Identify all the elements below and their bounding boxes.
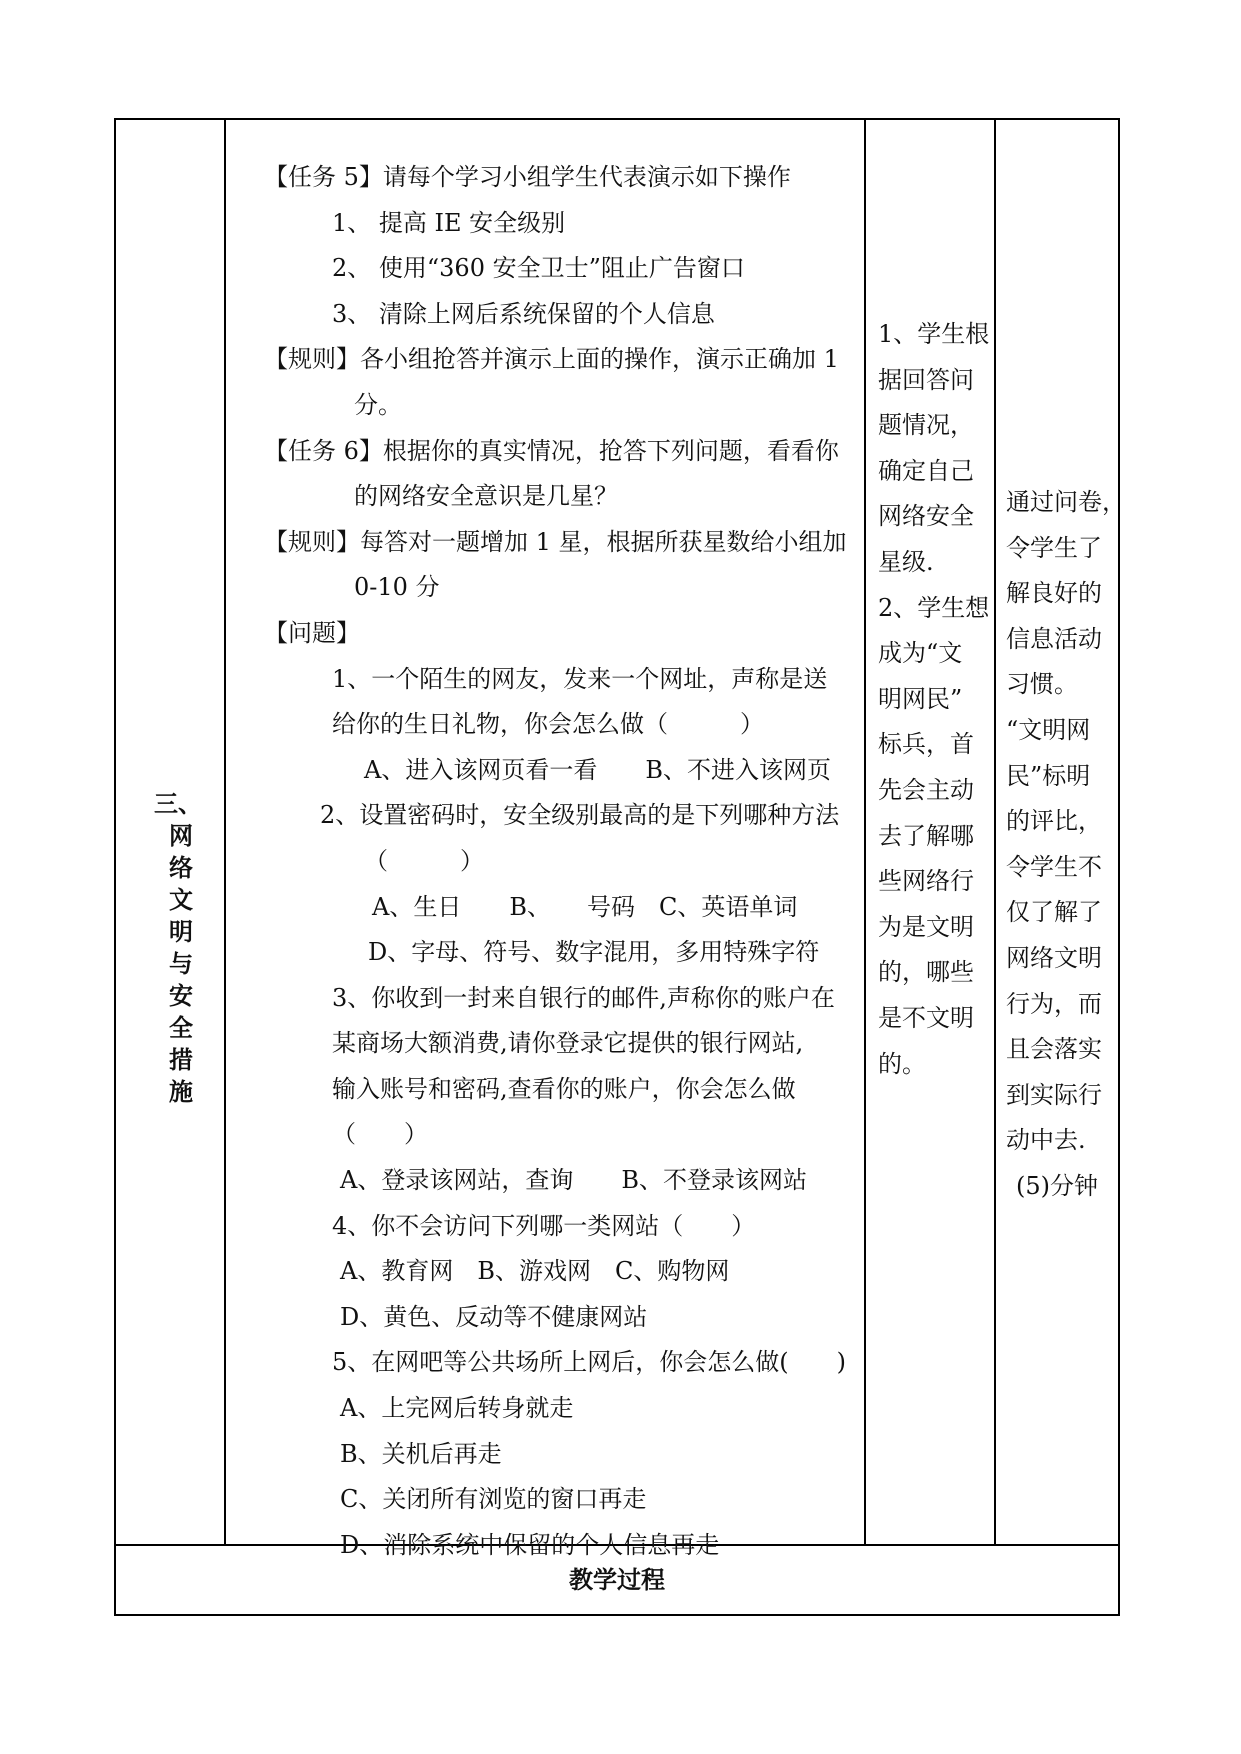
question-options: A、登录该网站，查询 B、不登录该网站: [340, 1166, 807, 1195]
intent-line: 网络文明: [1006, 943, 1102, 972]
activity-line: 确定自己: [878, 456, 974, 485]
intent-line: 的评比，: [1006, 807, 1102, 836]
question-text: （ ）: [332, 1120, 428, 1149]
intent-line: 到实际行: [1006, 1080, 1102, 1109]
question-options: D、黄色、反动等不健康网站: [340, 1302, 648, 1331]
task-5-heading: 【任务 5】请每个学习小组学生代表演示如下操作: [264, 163, 791, 191]
activity-line: 成为“文: [878, 639, 963, 668]
activity-line: 去了解哪: [878, 821, 974, 850]
activity-line: 先会主动: [878, 775, 974, 804]
activity-line: 星级.: [878, 547, 934, 576]
question-text: 输入账号和密码,查看你的账户，你会怎么做: [332, 1074, 796, 1103]
intent-line: 习惯。: [1006, 670, 1078, 699]
question-options: A、教育网 B、游戏网 C、购物网: [340, 1257, 730, 1286]
activity-line: 标兵，首: [878, 730, 974, 759]
question-options: C、关闭所有浏览的窗口再走: [340, 1485, 647, 1514]
activity-line: 的，哪些: [878, 958, 974, 987]
question-options: A、进入该网页看一看 B、不进入该网页: [364, 755, 831, 784]
intent-line: 令学生不: [1006, 852, 1102, 881]
intent-line: 令学生了: [1006, 533, 1102, 562]
questions-heading: 【问题】: [264, 618, 360, 647]
section-title-char: 施: [169, 1077, 193, 1106]
activity-line: 明网民”: [878, 684, 963, 713]
student-activity: [878, 312, 998, 1087]
section-title-char: 安: [169, 981, 193, 1010]
task-item: 2、 使用“360 安全卫士”阻止广告窗口: [332, 254, 745, 283]
intent-line: 行为，而: [1006, 989, 1102, 1018]
question-text: 3、你收到一封来自银行的邮件,声称你的账户在: [332, 983, 835, 1012]
question-options: D、字母、符号、数字混用，多用特殊字符: [368, 938, 820, 967]
lesson-table: [114, 118, 1126, 1616]
question-options: A、上完网后转身就走: [340, 1394, 574, 1423]
task-item: 1、 提高 IE 安全级别: [332, 208, 566, 237]
section-title-char: 明: [169, 917, 193, 946]
question-text: 4、你不会访问下列哪一类网站（ ）: [332, 1211, 756, 1240]
question-text: 5、在网吧等公共场所上网后，你会怎么做( ): [332, 1348, 846, 1377]
intent-line: “文明网: [1006, 715, 1091, 744]
column-divider: [224, 120, 226, 1544]
teaching-content: [264, 155, 854, 1568]
intent-line: 信息活动: [1006, 624, 1102, 653]
question-text: 给你的生日礼物，你会怎么做（ ）: [332, 710, 764, 739]
question-text: 1、一个陌生的网友，发来一个网址，声称是送: [332, 664, 828, 693]
activity-line: 为是文明: [878, 912, 974, 941]
question-options: D、消除系统中保留的个人信息再走: [340, 1530, 720, 1559]
question-text: 某商场大额消费,请你登录它提供的银行网站,: [332, 1029, 804, 1058]
intent-line: 动中去.: [1006, 1126, 1086, 1155]
task-item: 3、 清除上网后系统保留的个人信息: [332, 299, 715, 328]
task-6-heading: 的网络安全意识是几星？: [354, 482, 618, 511]
rule-text: 【规则】各小组抢答并演示上面的操作，演示正确加 1: [264, 345, 839, 374]
activity-line: 网络安全: [878, 502, 974, 531]
activity-line: 题情况，: [878, 411, 974, 440]
question-options: A、生日 B、 号码 C、英语单词: [372, 892, 798, 921]
activity-line: 是不文明: [878, 1003, 974, 1032]
section-title-char: 文: [169, 885, 193, 914]
task-6-heading: 【任务 6】根据你的真实情况，抢答下列问题，看看你: [264, 436, 839, 465]
activity-line: 的。: [878, 1049, 926, 1078]
teaching-process-label: 教学过程: [569, 1566, 665, 1594]
activity-line: 1、学生根: [878, 320, 990, 348]
rule-text: 0-10 分: [354, 573, 440, 602]
time-allocation: (5)分钟: [1016, 1171, 1098, 1200]
section-title-char: 络: [169, 853, 193, 882]
section-title-char: 与: [169, 949, 193, 978]
column-divider: [864, 120, 866, 1544]
intent-line: 且会落实: [1006, 1035, 1102, 1064]
intent-line: 仅了解了: [1006, 898, 1102, 927]
design-intent: [1006, 480, 1126, 1210]
rule-text: 【规则】每答对一题增加 1 星，根据所获星数给小组加: [264, 527, 847, 556]
section-title-char: 网: [169, 821, 193, 850]
intent-line: 通过问卷，: [1006, 488, 1126, 516]
section-title: [154, 788, 208, 1108]
question-text: （ ）: [364, 846, 484, 875]
question-options: B、关机后再走: [340, 1439, 502, 1468]
section-title-char: 全: [169, 1013, 193, 1042]
section-title-char: 措: [169, 1045, 193, 1074]
rule-text: 分。: [354, 390, 402, 419]
activity-line: 些网络行: [878, 867, 974, 896]
intent-line: 民”标明: [1006, 761, 1091, 790]
section-number: 三、: [154, 789, 202, 818]
intent-line: 解良好的: [1006, 579, 1102, 608]
question-text: 2、设置密码时，安全级别最高的是下列哪种方法: [320, 801, 840, 830]
activity-line: 2、学生想: [878, 593, 990, 622]
activity-line: 据回答问: [878, 365, 974, 394]
